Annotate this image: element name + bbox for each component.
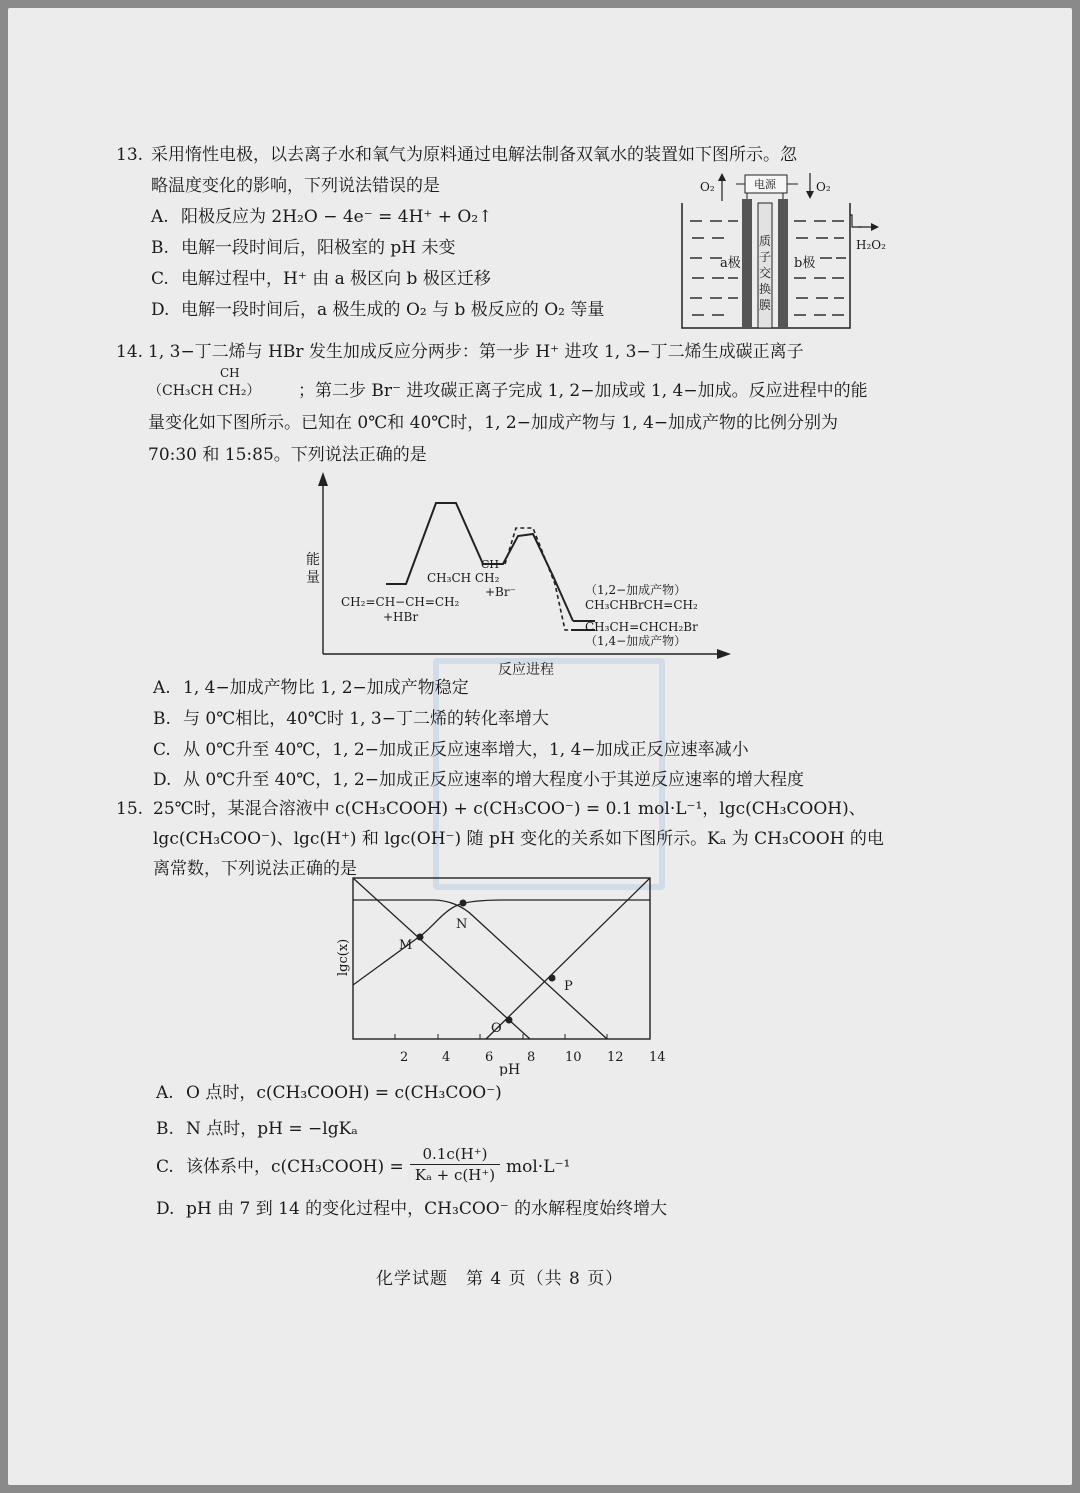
membrane-char-5: 膜	[759, 298, 772, 312]
power-label: 电源	[754, 178, 776, 191]
q13-option-c: C. 电解过程中，H⁺ 由 a 极区向 b 极区迁移	[151, 269, 491, 289]
q14-formula: （CH₃CH CH₂）	[148, 383, 261, 399]
electrode-a	[742, 199, 752, 327]
tick-14: 14	[649, 1050, 666, 1065]
q14-option-a: A. 1, 4−加成产物比 1, 2−加成产物稳定	[153, 678, 469, 698]
tick-8: 8	[527, 1050, 536, 1065]
reactant2-label: +HBr	[383, 610, 419, 624]
q15-stem-line3: 离常数，下列说法正确的是	[153, 859, 357, 879]
q14-stem-line2: ；第二步 Br⁻ 进攻碳正离子完成 1, 2−加成或 1, 4−加成。反应进程中的能	[298, 381, 868, 401]
intermediate-label: CH₃CH CH₂	[427, 571, 500, 585]
page-footer: 化学试题 第 4 页（共 8 页）	[376, 1269, 624, 1289]
membrane-char-4: 换	[759, 282, 772, 296]
arrow-right-icon	[871, 223, 879, 231]
q15-c-unit: mol·L⁻¹	[506, 1157, 571, 1177]
q15-option-c: C. 该体系中，c(CH₃COOH) =	[156, 1157, 404, 1177]
q13-stem-line2: 略温度变化的影响，下列说法错误的是	[151, 176, 440, 196]
q14-number: 14.	[116, 342, 144, 362]
membrane-char-3: 交	[759, 266, 772, 280]
plot-frame	[353, 878, 650, 1039]
q14-option-d: D. 从 0℃升至 40℃，1, 2−加成正反应速率的增大程度小于其逆反应速率的增大程度	[153, 770, 804, 790]
curve-ch3cooh	[353, 900, 607, 1039]
intermediate-top-label: CH	[481, 558, 500, 571]
tick-2: 2	[400, 1050, 409, 1065]
reactant-label: CH₂=CH−CH=CH₂	[341, 595, 460, 609]
q15-option-d: D. pH 由 7 到 14 的变化过程中，CH₃COO⁻ 的水解程度始终增大	[156, 1199, 668, 1219]
x-axis-arrow-icon	[717, 649, 731, 659]
arrow-up-icon	[718, 173, 726, 181]
tick-12: 12	[607, 1050, 624, 1065]
q15-stem-line2: lgc(CH₃COO⁻)、lgc(H⁺) 和 lgc(OH⁻) 随 pH 变化的关系如下图所示。Kₐ 为 CH₃COOH 的电	[153, 829, 884, 849]
point-n-label: N	[456, 917, 468, 932]
o2-right-label: O₂	[816, 180, 831, 194]
x-axis-label: 反应进程	[498, 662, 554, 676]
y-axis-label: lgc(x)	[336, 938, 351, 976]
q14-stem-line1: 1, 3−丁二烯与 HBr 发生加成反应分两步：第一步 H⁺ 进攻 1, 3−丁二烯生成碳正离子	[148, 342, 804, 362]
b-pole-label: b极	[794, 256, 816, 271]
q15-c-fraction: 0.1c(H⁺) Kₐ + c(H⁺)	[410, 1144, 500, 1185]
point-p-label: P	[564, 979, 573, 994]
membrane-char-2: 子	[759, 250, 772, 264]
q14-option-c: C. 从 0℃升至 40℃，1, 2−加成正反应速率增大，1, 4−加成正反应速率减小	[153, 740, 749, 760]
tick-4: 4	[442, 1050, 451, 1065]
point-m-label: M	[399, 938, 413, 953]
point-p-marker	[549, 975, 556, 982]
q13-option-d: D. 电解一段时间后，a 极生成的 O₂ 与 b 极反应的 O₂ 等量	[151, 300, 605, 320]
energy-profile-chart	[293, 466, 743, 676]
tick-10: 10	[565, 1050, 582, 1065]
point-o-label: O	[491, 1021, 502, 1036]
q14-stem-line4: 70:30 和 15:85。下列说法正确的是	[148, 445, 427, 465]
curve-oh	[486, 878, 650, 1039]
q14-stem-line3: 量变化如下图所示。已知在 0℃和 40℃时，1, 2−加成产物与 1, 4−加成产物的比例分别为	[148, 413, 839, 433]
exam-page	[8, 8, 1072, 1485]
q13-option-a: A. 阳极反应为 2H₂O − 4e⁻ = 4H⁺ + O₂↑	[151, 207, 493, 227]
membrane-char-1: 质	[759, 234, 772, 248]
q15-number: 15.	[116, 799, 144, 819]
product14-name: （1,4−加成产物）	[585, 634, 687, 648]
point-n-marker	[460, 900, 467, 907]
tick-6: 6	[485, 1050, 494, 1065]
electrolysis-diagram	[670, 163, 900, 333]
q13-number: 13.	[116, 145, 144, 165]
o2-left-label: O₂	[700, 180, 715, 194]
q15-option-a: A. O 点时，c(CH₃COOH) = c(CH₃COO⁻)	[156, 1083, 502, 1103]
y-axis-arrow-icon	[318, 472, 328, 486]
product12-label: CH₃CHBrCH=CH₂	[585, 598, 698, 612]
q15-option-b: B. N 点时，pH = −lgKₐ	[156, 1119, 358, 1139]
q14-option-b: B. 与 0℃相比，40℃时 1, 3−丁二烯的转化率增大	[153, 709, 549, 729]
curve-h	[353, 878, 530, 1039]
product14-label: CH₃CH=CHCH₂Br	[585, 620, 698, 634]
lgc-ph-chart	[323, 876, 668, 1076]
point-m-marker	[417, 934, 424, 941]
product12-name: （1,2−加成产物）	[585, 583, 687, 597]
electrode-b	[778, 199, 788, 327]
intermediate2-label: +Br⁻	[485, 585, 516, 599]
q13-stem-line1: 采用惰性电极，以去离子水和氧气为原料通过电解法制备双氧水的装置如下图所示。忽	[151, 145, 797, 165]
arrow-down-icon	[806, 191, 814, 199]
y-label-char1: 能	[306, 552, 320, 568]
y-label-char2: 量	[306, 570, 320, 586]
q15-stem-line1: 25℃时，某混合溶液中 c(CH₃COOH) + c(CH₃COO⁻) = 0.1 mol·L⁻¹，lgc(CH₃COOH)、	[153, 799, 866, 819]
h2o2-label: H₂O₂	[856, 238, 886, 252]
q13-option-b: B. 电解一段时间后，阳极室的 pH 未变	[151, 238, 456, 258]
point-o-marker	[506, 1017, 513, 1024]
a-pole-label: a极	[720, 256, 741, 271]
x-axis-label: pH	[499, 1062, 521, 1076]
q14-formula-top: CH	[220, 366, 240, 380]
